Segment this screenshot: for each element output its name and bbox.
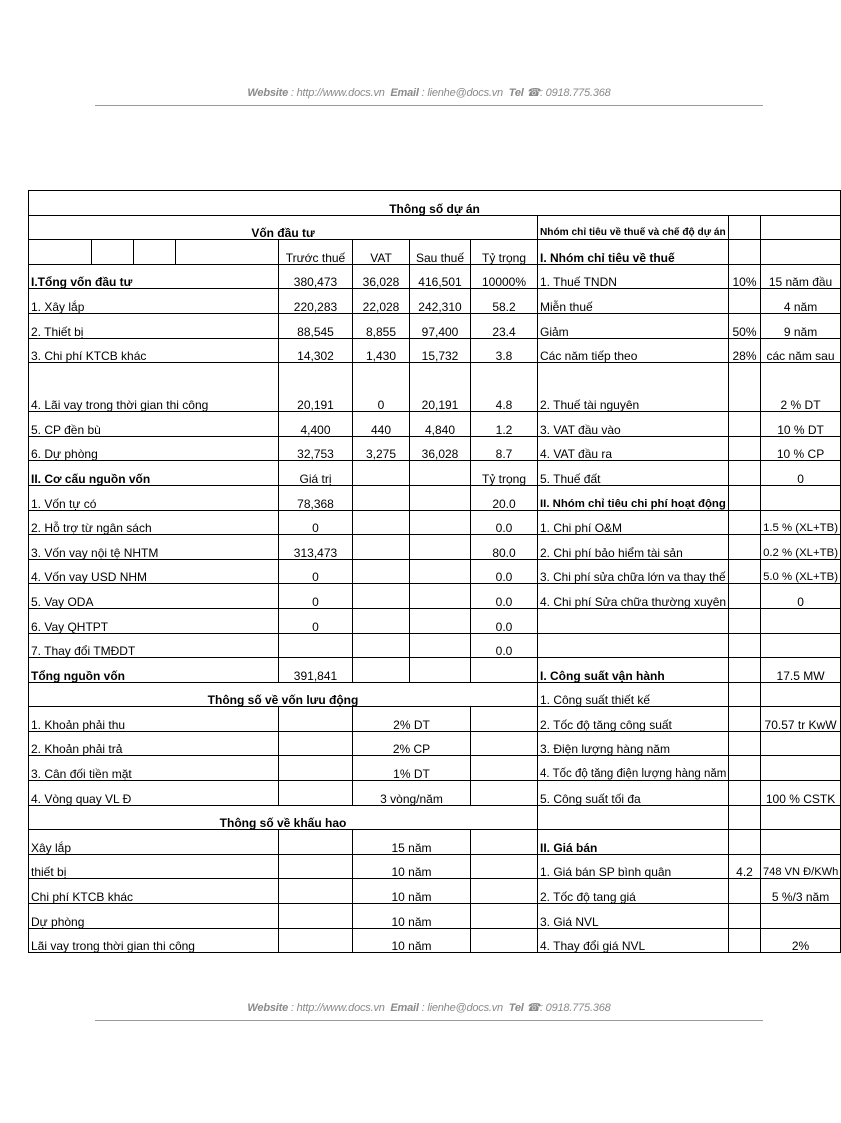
table-cell bbox=[279, 904, 353, 929]
table-cell bbox=[729, 584, 761, 609]
table-cell bbox=[538, 633, 729, 658]
table-cell bbox=[729, 215, 761, 240]
working-capital-value: 2% DT bbox=[353, 707, 471, 732]
price-label: 1. Giá bán SP bình quân bbox=[538, 854, 729, 879]
depreciation-value: 10 năm bbox=[353, 854, 471, 879]
depreciation-row bbox=[29, 928, 841, 953]
footer-website-url[interactable]: : http://www.docs.vn bbox=[290, 1002, 385, 1014]
invest-label: I.Tổng vốn đầu tư bbox=[29, 264, 279, 289]
depreciation-label: thiết bị bbox=[29, 854, 279, 879]
table-cell bbox=[761, 215, 841, 240]
invest-label: 5. CP đền bù bbox=[29, 412, 279, 437]
footer-website-label: Website bbox=[247, 1002, 288, 1014]
depreciation-row bbox=[29, 904, 841, 929]
tax-row-value: 2 % DT bbox=[761, 363, 841, 412]
tel-label: Tel bbox=[508, 87, 524, 99]
tax-row-label: 5. Thuế đất bbox=[538, 461, 729, 486]
depreciation-label: Chi phí KTCB khác bbox=[29, 879, 279, 904]
capital-row bbox=[29, 535, 841, 560]
tax-row-label: Giảm bbox=[538, 313, 729, 338]
invest-label: 3. Chi phí KTCB khác bbox=[29, 338, 279, 363]
tax-row-label: 4. VAT đầu ra bbox=[538, 436, 729, 461]
capacity-label: 5. Công suất tối đa bbox=[538, 781, 729, 806]
tax-row-value: các năm sau bbox=[761, 338, 841, 363]
capital-share: 0.0 bbox=[471, 510, 538, 535]
table-cell bbox=[279, 756, 353, 781]
table-cell bbox=[471, 854, 538, 879]
table-cell bbox=[410, 658, 471, 683]
capacity-value bbox=[761, 731, 841, 756]
tax-row-pct bbox=[729, 436, 761, 461]
table-cell bbox=[471, 928, 538, 953]
tax-row-value: 10 % DT bbox=[761, 412, 841, 437]
working-capital-row bbox=[29, 781, 841, 806]
email-label: Email bbox=[390, 87, 419, 99]
table-cell bbox=[410, 559, 471, 584]
invest-vat: 440 bbox=[353, 412, 410, 437]
invest-label: 2. Thiết bị bbox=[29, 313, 279, 338]
capital-label: 1. Vốn tự có bbox=[29, 485, 279, 510]
working-capital-label: 1. Khoản phải thu bbox=[29, 707, 279, 732]
working-capital-value: 1% DT bbox=[353, 756, 471, 781]
table-cell bbox=[471, 731, 538, 756]
table-cell bbox=[761, 240, 841, 265]
capital-share-header: Tỷ trọng bbox=[471, 461, 538, 486]
working-capital-label: 2. Khoản phải trả bbox=[29, 731, 279, 756]
capital-row bbox=[29, 608, 841, 633]
table-cell bbox=[729, 535, 761, 560]
depreciation-value: 10 năm bbox=[353, 879, 471, 904]
table-cell bbox=[471, 879, 538, 904]
blank-cell bbox=[176, 240, 279, 265]
table-cell bbox=[353, 633, 410, 658]
invest-after-tax: 20,191 bbox=[410, 363, 471, 412]
invest-before-tax: 32,753 bbox=[279, 436, 353, 461]
capacity-value: 100 % CSTK bbox=[761, 781, 841, 806]
table-cell bbox=[353, 485, 410, 510]
page-header bbox=[95, 86, 763, 99]
depreciation-row bbox=[29, 879, 841, 904]
project-parameters-table bbox=[28, 190, 841, 953]
invest-before-tax: 380,473 bbox=[279, 264, 353, 289]
tax-header: Nhóm chỉ tiêu về thuế và chế độ dự án bbox=[538, 215, 729, 240]
table-cell bbox=[279, 830, 353, 855]
tax-row-pct bbox=[729, 412, 761, 437]
invest-after-tax: 242,310 bbox=[410, 289, 471, 314]
invest-vat: 36,028 bbox=[353, 264, 410, 289]
invest-share: 8.7 bbox=[471, 436, 538, 461]
capacity-value bbox=[761, 756, 841, 781]
price-value: 5 %/3 năm bbox=[761, 879, 841, 904]
capital-row bbox=[29, 485, 841, 510]
table-cell bbox=[279, 854, 353, 879]
table-cell bbox=[353, 608, 410, 633]
price-pct: 4.2 bbox=[729, 854, 761, 879]
tax-row-value: 10 % CP bbox=[761, 436, 841, 461]
capacity-header: I. Công suất vận hành bbox=[538, 658, 729, 683]
depreciation-row bbox=[29, 854, 841, 879]
invest-row bbox=[29, 363, 841, 412]
invest-after-tax: 15,732 bbox=[410, 338, 471, 363]
tax-row-value: 15 năm đầu bbox=[761, 264, 841, 289]
table-cell bbox=[410, 633, 471, 658]
email-value[interactable]: : lienhe@docs.vn bbox=[421, 87, 503, 99]
capital-row bbox=[29, 510, 841, 535]
tax-row-label: 2. Thuế tài nguyên bbox=[538, 363, 729, 412]
table-cell bbox=[761, 608, 841, 633]
invest-label: 6. Dự phòng bbox=[29, 436, 279, 461]
table-cell bbox=[729, 240, 761, 265]
capacity-label: 1. Công suất thiết kế bbox=[538, 682, 729, 707]
table-cell bbox=[729, 633, 761, 658]
capacity-value bbox=[761, 682, 841, 707]
table-cell bbox=[471, 781, 538, 806]
table-cell bbox=[729, 682, 761, 707]
website-label: Website bbox=[247, 87, 288, 99]
invest-vat: 3,275 bbox=[353, 436, 410, 461]
invest-share: 4.8 bbox=[471, 363, 538, 412]
table-cell bbox=[353, 584, 410, 609]
invest-share: 1.2 bbox=[471, 412, 538, 437]
capacity-header-value: 17.5 MW bbox=[761, 658, 841, 683]
depreciation-value: 10 năm bbox=[353, 928, 471, 953]
table-cell bbox=[410, 535, 471, 560]
table-cell bbox=[279, 731, 353, 756]
capacity-label: 3. Điện lượng hàng năm bbox=[538, 731, 729, 756]
table-cell bbox=[353, 510, 410, 535]
total-capital-label: Tổng nguồn vốn bbox=[29, 658, 279, 683]
col-vat: VAT bbox=[353, 240, 410, 265]
capital-share: 20.0 bbox=[471, 485, 538, 510]
capital-value: 313,473 bbox=[279, 535, 353, 560]
invest-vat: 0 bbox=[353, 363, 410, 412]
tax-row-value: 4 năm bbox=[761, 289, 841, 314]
tel-value: : 0918.775.368 bbox=[539, 87, 611, 99]
capital-row bbox=[29, 633, 841, 658]
invest-share: 58.2 bbox=[471, 289, 538, 314]
table-cell bbox=[729, 608, 761, 633]
table-cell bbox=[410, 510, 471, 535]
total-capital-value: 391,841 bbox=[279, 658, 353, 683]
table-cell bbox=[134, 240, 176, 265]
price-value: 748 VN Đ/KWh bbox=[761, 854, 841, 879]
table-cell bbox=[279, 928, 353, 953]
price-value: 2% bbox=[761, 928, 841, 953]
footer-phone-icon: ☎ bbox=[526, 1002, 540, 1014]
table-cell bbox=[471, 756, 538, 781]
capital-share: 0.0 bbox=[471, 584, 538, 609]
working-capital-value: 2% CP bbox=[353, 731, 471, 756]
capital-row bbox=[29, 559, 841, 584]
column-header-row bbox=[29, 240, 841, 265]
table-cell bbox=[410, 584, 471, 609]
opcost-label: 4. Chi phí Sửa chữa thường xuyên bbox=[538, 584, 729, 609]
capital-value: 0 bbox=[279, 608, 353, 633]
capital-value: 78,368 bbox=[279, 485, 353, 510]
price-pct bbox=[729, 928, 761, 953]
table-cell bbox=[761, 633, 841, 658]
table-cell bbox=[279, 707, 353, 732]
header-rule bbox=[95, 105, 763, 106]
tax-row-label: Các năm tiếp theo bbox=[538, 338, 729, 363]
capital-value: 0 bbox=[279, 510, 353, 535]
table-cell bbox=[92, 240, 134, 265]
col-before-tax: Trước thuế bbox=[279, 240, 353, 265]
invest-before-tax: 14,302 bbox=[279, 338, 353, 363]
opcost-label: 1. Chi phí O&M bbox=[538, 510, 729, 535]
capital-label: 5. Vay ODA bbox=[29, 584, 279, 609]
working-capital-row bbox=[29, 756, 841, 781]
tax-row-pct: 50% bbox=[729, 313, 761, 338]
price-pct bbox=[729, 904, 761, 929]
tax-row-pct bbox=[729, 363, 761, 412]
table-cell bbox=[471, 904, 538, 929]
working-capital-header-row bbox=[29, 682, 841, 707]
price-value bbox=[761, 904, 841, 929]
tax-row-pct bbox=[729, 461, 761, 486]
invest-row bbox=[29, 289, 841, 314]
table-cell bbox=[471, 658, 538, 683]
tax-row-label: 3. VAT đầu vào bbox=[538, 412, 729, 437]
col-share: Tỷ trọng bbox=[471, 240, 538, 265]
footer-tel-value: : 0918.775.368 bbox=[539, 1002, 611, 1014]
capital-value-header: Giá trị bbox=[279, 461, 353, 486]
invest-after-tax: 4,840 bbox=[410, 412, 471, 437]
table-cell bbox=[729, 830, 761, 855]
invest-row bbox=[29, 338, 841, 363]
invest-after-tax: 416,501 bbox=[410, 264, 471, 289]
tax-group-1: I. Nhóm chỉ tiêu về thuế bbox=[538, 240, 729, 265]
working-capital-row bbox=[29, 731, 841, 756]
opcost-value: 5.0 % (XL+TB) bbox=[761, 559, 841, 584]
invest-row bbox=[29, 436, 841, 461]
working-capital-header: Thông số về vốn lưu động bbox=[29, 682, 538, 707]
invest-row bbox=[29, 264, 841, 289]
capital-header: II. Cơ cấu nguồn vốn bbox=[29, 461, 279, 486]
table-cell bbox=[729, 559, 761, 584]
invest-vat: 22,028 bbox=[353, 289, 410, 314]
capacity-value: 70.57 tr KwW bbox=[761, 707, 841, 732]
tax-row-label: Miễn thuế bbox=[538, 289, 729, 314]
table-cell bbox=[538, 805, 729, 830]
opcost-header: II. Nhóm chỉ tiêu chi phí hoạt động bbox=[538, 485, 729, 510]
depreciation-header: Thông số về khấu hao bbox=[29, 805, 538, 830]
table-cell bbox=[538, 608, 729, 633]
website-url[interactable]: : http://www.docs.vn bbox=[290, 87, 385, 99]
invest-row bbox=[29, 313, 841, 338]
title-row bbox=[29, 191, 841, 216]
capacity-label: 2. Tốc độ tăng công suất bbox=[538, 707, 729, 732]
footer-rule bbox=[95, 1020, 763, 1021]
table-cell bbox=[279, 879, 353, 904]
working-capital-value: 3 vòng/năm bbox=[353, 781, 471, 806]
table-cell bbox=[279, 781, 353, 806]
tax-row-value: 9 năm bbox=[761, 313, 841, 338]
invest-after-tax: 36,028 bbox=[410, 436, 471, 461]
capital-value: 0 bbox=[279, 559, 353, 584]
working-capital-label: 4. Vòng quay VL Đ bbox=[29, 781, 279, 806]
invest-before-tax: 4,400 bbox=[279, 412, 353, 437]
price-label: 3. Giá NVL bbox=[538, 904, 729, 929]
depreciation-label: Lãi vay trong thời gian thi công bbox=[29, 928, 279, 953]
price-label: 2. Tốc độ tang giá bbox=[538, 879, 729, 904]
depreciation-label: Xây lắp bbox=[29, 830, 279, 855]
capital-value: 0 bbox=[279, 584, 353, 609]
invest-row bbox=[29, 412, 841, 437]
table-cell bbox=[410, 608, 471, 633]
depreciation-value: 15 năm bbox=[353, 830, 471, 855]
table-title: Thông số dự án bbox=[29, 191, 841, 216]
footer-email-value[interactable]: : lienhe@docs.vn bbox=[421, 1002, 503, 1014]
total-capital-row bbox=[29, 658, 841, 683]
invest-vat: 1,430 bbox=[353, 338, 410, 363]
depreciation-value: 10 năm bbox=[353, 904, 471, 929]
depreciation-header-row bbox=[29, 805, 841, 830]
table-cell bbox=[353, 559, 410, 584]
capital-value bbox=[279, 633, 353, 658]
invest-share: 23.4 bbox=[471, 313, 538, 338]
footer-tel-label: Tel bbox=[508, 1002, 524, 1014]
invest-label: 1. Xây lắp bbox=[29, 289, 279, 314]
depreciation-row bbox=[29, 830, 841, 855]
invest-row bbox=[29, 461, 841, 486]
tax-row-pct bbox=[729, 289, 761, 314]
price-pct bbox=[729, 879, 761, 904]
table-cell bbox=[353, 658, 410, 683]
opcost-value: 0.2 % (XL+TB) bbox=[761, 535, 841, 560]
table-cell bbox=[471, 707, 538, 732]
invest-share: 3.8 bbox=[471, 338, 538, 363]
table-cell bbox=[29, 240, 92, 265]
opcost-label: 3. Chi phí sửa chữa lớn va thay thế bbox=[538, 559, 729, 584]
capital-row bbox=[29, 584, 841, 609]
capital-share: 0.0 bbox=[471, 608, 538, 633]
footer-email-label: Email bbox=[390, 1002, 419, 1014]
price-label: 4. Thay đổi giá NVL bbox=[538, 928, 729, 953]
table-cell bbox=[729, 707, 761, 732]
capital-share: 0.0 bbox=[471, 559, 538, 584]
table-cell bbox=[761, 805, 841, 830]
capital-share: 80.0 bbox=[471, 535, 538, 560]
invest-share: 10000% bbox=[471, 264, 538, 289]
section-header-row bbox=[29, 215, 841, 240]
working-capital-label: 3. Cân đối tiền mặt bbox=[29, 756, 279, 781]
depreciation-label: Dự phòng bbox=[29, 904, 279, 929]
table-cell bbox=[729, 658, 761, 683]
invest-header: Vốn đầu tư bbox=[29, 215, 538, 240]
col-after-tax: Sau thuế bbox=[410, 240, 471, 265]
capacity-label: 4. Tốc độ tăng điện lượng hàng năm bbox=[538, 756, 729, 781]
opcost-value: 1.5 % (XL+TB) bbox=[761, 510, 841, 535]
capital-label: 4. Vốn vay USD NHM bbox=[29, 559, 279, 584]
invest-vat: 8,855 bbox=[353, 313, 410, 338]
tax-row-value: 0 bbox=[761, 461, 841, 486]
table-cell bbox=[353, 535, 410, 560]
table-cell bbox=[353, 461, 410, 486]
capital-label: 7. Thay đổi TMĐDT bbox=[29, 633, 279, 658]
phone-icon: ☎ bbox=[526, 87, 540, 99]
table-cell bbox=[729, 510, 761, 535]
invest-before-tax: 20,191 bbox=[279, 363, 353, 412]
opcost-label: 2. Chi phí bảo hiểm tài sản bbox=[538, 535, 729, 560]
table-cell bbox=[410, 461, 471, 486]
invest-label: 4. Lãi vay trong thời gian thi công bbox=[29, 363, 279, 412]
table-cell bbox=[761, 485, 841, 510]
table-cell bbox=[729, 731, 761, 756]
tax-row-pct: 28% bbox=[729, 338, 761, 363]
capital-label: 6. Vay QHTPT bbox=[29, 608, 279, 633]
table-cell bbox=[410, 485, 471, 510]
opcost-value: 0 bbox=[761, 584, 841, 609]
table-cell bbox=[729, 485, 761, 510]
price-header: II. Giá bán bbox=[538, 830, 729, 855]
table-cell bbox=[761, 830, 841, 855]
table-cell bbox=[729, 756, 761, 781]
capital-label: 2. Hỗ trợ từ ngân sách bbox=[29, 510, 279, 535]
table-cell bbox=[729, 781, 761, 806]
table-cell bbox=[729, 805, 761, 830]
tax-row-label: 1. Thuế TNDN bbox=[538, 264, 729, 289]
invest-after-tax: 97,400 bbox=[410, 313, 471, 338]
table-cell bbox=[471, 830, 538, 855]
capital-label: 3. Vốn vay nội tệ NHTM bbox=[29, 535, 279, 560]
tax-row-pct: 10% bbox=[729, 264, 761, 289]
page-footer bbox=[95, 1001, 763, 1014]
working-capital-row bbox=[29, 707, 841, 732]
capital-share: 0.0 bbox=[471, 633, 538, 658]
invest-before-tax: 220,283 bbox=[279, 289, 353, 314]
invest-before-tax: 88,545 bbox=[279, 313, 353, 338]
